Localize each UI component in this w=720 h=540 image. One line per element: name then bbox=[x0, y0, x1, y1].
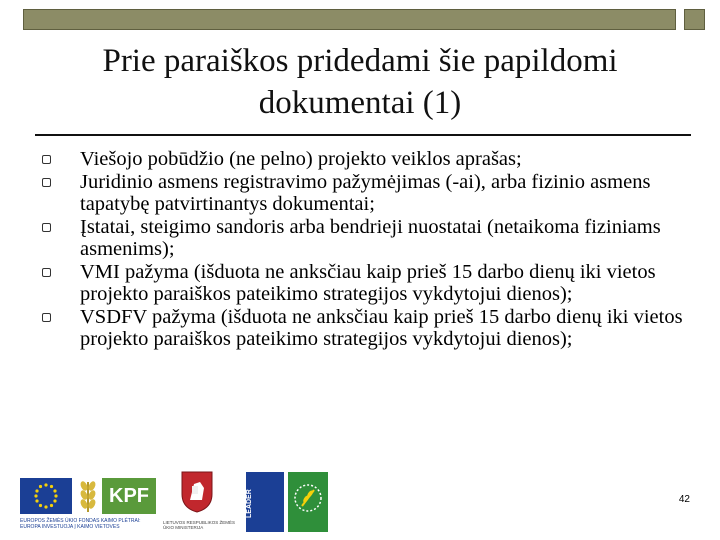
slide-title bbox=[30, 40, 690, 124]
slide-title-line1: Prie paraiškos pridedami šie papildomi bbox=[102, 43, 618, 79]
bullet-text: Juridinio asmens registravimo pažymėjimas (-ai), arba fizinio asmens tapatybę patvirtinantys dokumentai; bbox=[80, 171, 651, 215]
title-divider bbox=[35, 134, 691, 136]
bullet-text: Viešojo pobūdžio (ne pelno) projekto veiklos aprašas; bbox=[80, 148, 522, 170]
slide-title-line2: dokumentai (1) bbox=[258, 85, 462, 121]
leader-emblem-icon bbox=[288, 472, 328, 532]
leader-logo-icon bbox=[246, 472, 284, 532]
leader-label: LEADER bbox=[246, 489, 253, 519]
square-bullet-icon bbox=[42, 155, 51, 164]
bullet-item bbox=[38, 171, 688, 215]
bullet-list bbox=[38, 148, 688, 351]
coat-of-arms-icon bbox=[180, 470, 214, 514]
square-bullet-icon bbox=[42, 313, 51, 322]
wheat-icon bbox=[76, 476, 100, 514]
square-bullet-icon bbox=[42, 268, 51, 277]
bullet-item bbox=[38, 306, 688, 350]
kpf-logo: KPF bbox=[102, 478, 156, 514]
footer-logos bbox=[0, 468, 720, 540]
ministry-caption: LIETUVOS RESPUBLIKOS ŽEMĖS ŪKIO MINISTERIJA bbox=[163, 520, 236, 530]
square-bullet-icon bbox=[42, 178, 51, 187]
bullet-item bbox=[38, 216, 688, 260]
bullet-item bbox=[38, 261, 688, 305]
square-bullet-icon bbox=[42, 223, 51, 232]
page-number: 42 bbox=[678, 494, 690, 505]
eu-flag-icon bbox=[20, 478, 72, 514]
bullet-text: VSDFV pažyma (išduota ne anksčiau kaip prieš 15 darbo dienų iki vietos projekto paraiškos pateikimo strategijos vykdytojui dienos); bbox=[80, 306, 683, 350]
bullet-item bbox=[38, 148, 688, 170]
eu-fund-caption: EUROPOS ŽEMĖS ŪKIO FONDAS KAIMO PLĖTRAI: EUROPA INVESTUOJA Į KAIMO VIETOVES bbox=[20, 518, 141, 530]
bullet-text: Įstatai, steigimo sandoris arba bendrieji nuostatai (netaikoma fiziniams asmenims); bbox=[80, 216, 661, 260]
header-decor-square bbox=[684, 9, 705, 30]
bullet-text: VMI pažyma (išduota ne anksčiau kaip prieš 15 darbo dienų iki vietos projekto paraiškos pateikimo strategijos vykdytojui dienos); bbox=[80, 261, 656, 305]
header-decor-bar bbox=[23, 9, 676, 30]
